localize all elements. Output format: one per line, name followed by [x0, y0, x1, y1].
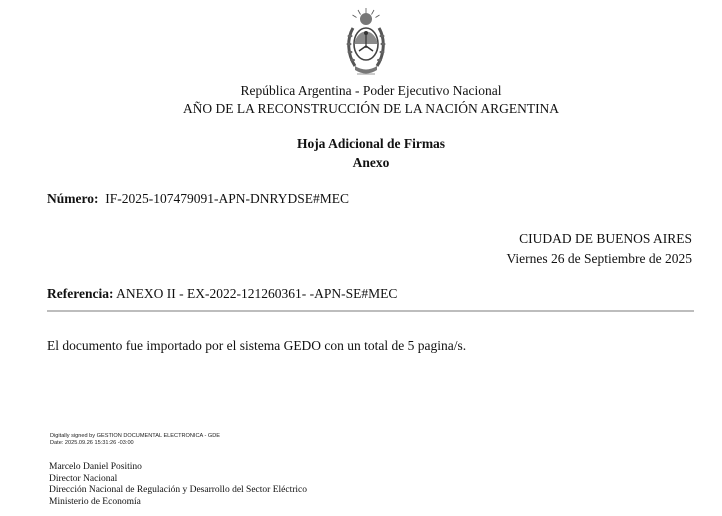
- body-text: El documento fue importado por el sistema GEDO con un total de 5 pagina/s.: [47, 338, 467, 353]
- referencia-value: ANEXO II - EX-2022-121260361- -APN-SE#MEC: [116, 286, 398, 301]
- signer-office: Dirección Nacional de Regulación y Desarrollo del Sector Eléctrico: [49, 485, 307, 495]
- city-text: CIUDAD DE BUENOS AIRES: [519, 231, 692, 246]
- date-text: Viernes 26 de Septiembre de 2025: [506, 251, 692, 266]
- header-line-2: AÑO DE LA RECONSTRUCCIÓN DE LA NACIÓN ARGENTINA: [182, 101, 560, 116]
- numero-value: IF-2025-107479091-APN-DNRYDSE#MEC: [105, 191, 350, 206]
- header-line-1: República Argentina - Poder Ejecutivo Nacional: [240, 83, 502, 98]
- divider: [47, 310, 694, 312]
- document-subtitle: Anexo: [352, 155, 390, 170]
- signer-name: Marcelo Daniel Positino: [49, 462, 142, 472]
- numero-row: [47, 191, 349, 207]
- document-title: Hoja Adicional de Firmas: [296, 136, 446, 151]
- signer-ministry: Ministerio de Economía: [49, 496, 141, 507]
- coat-of-arms-icon: [343, 6, 389, 82]
- digital-signature-stamp: [50, 433, 220, 446]
- numero-label: Número:: [47, 191, 99, 206]
- referencia-row: [47, 286, 397, 302]
- referencia-label: Referencia:: [47, 286, 114, 301]
- signer-role: Director Nacional: [49, 473, 118, 484]
- signer-block: [49, 462, 307, 508]
- digital-signature-line-1: Digitally signed by GESTION DOCUMENTAL ELECTRONICA - GDE: [50, 433, 221, 439]
- digital-signature-date: Date: 2025.09.26 15:31:26 -03:00: [50, 439, 134, 446]
